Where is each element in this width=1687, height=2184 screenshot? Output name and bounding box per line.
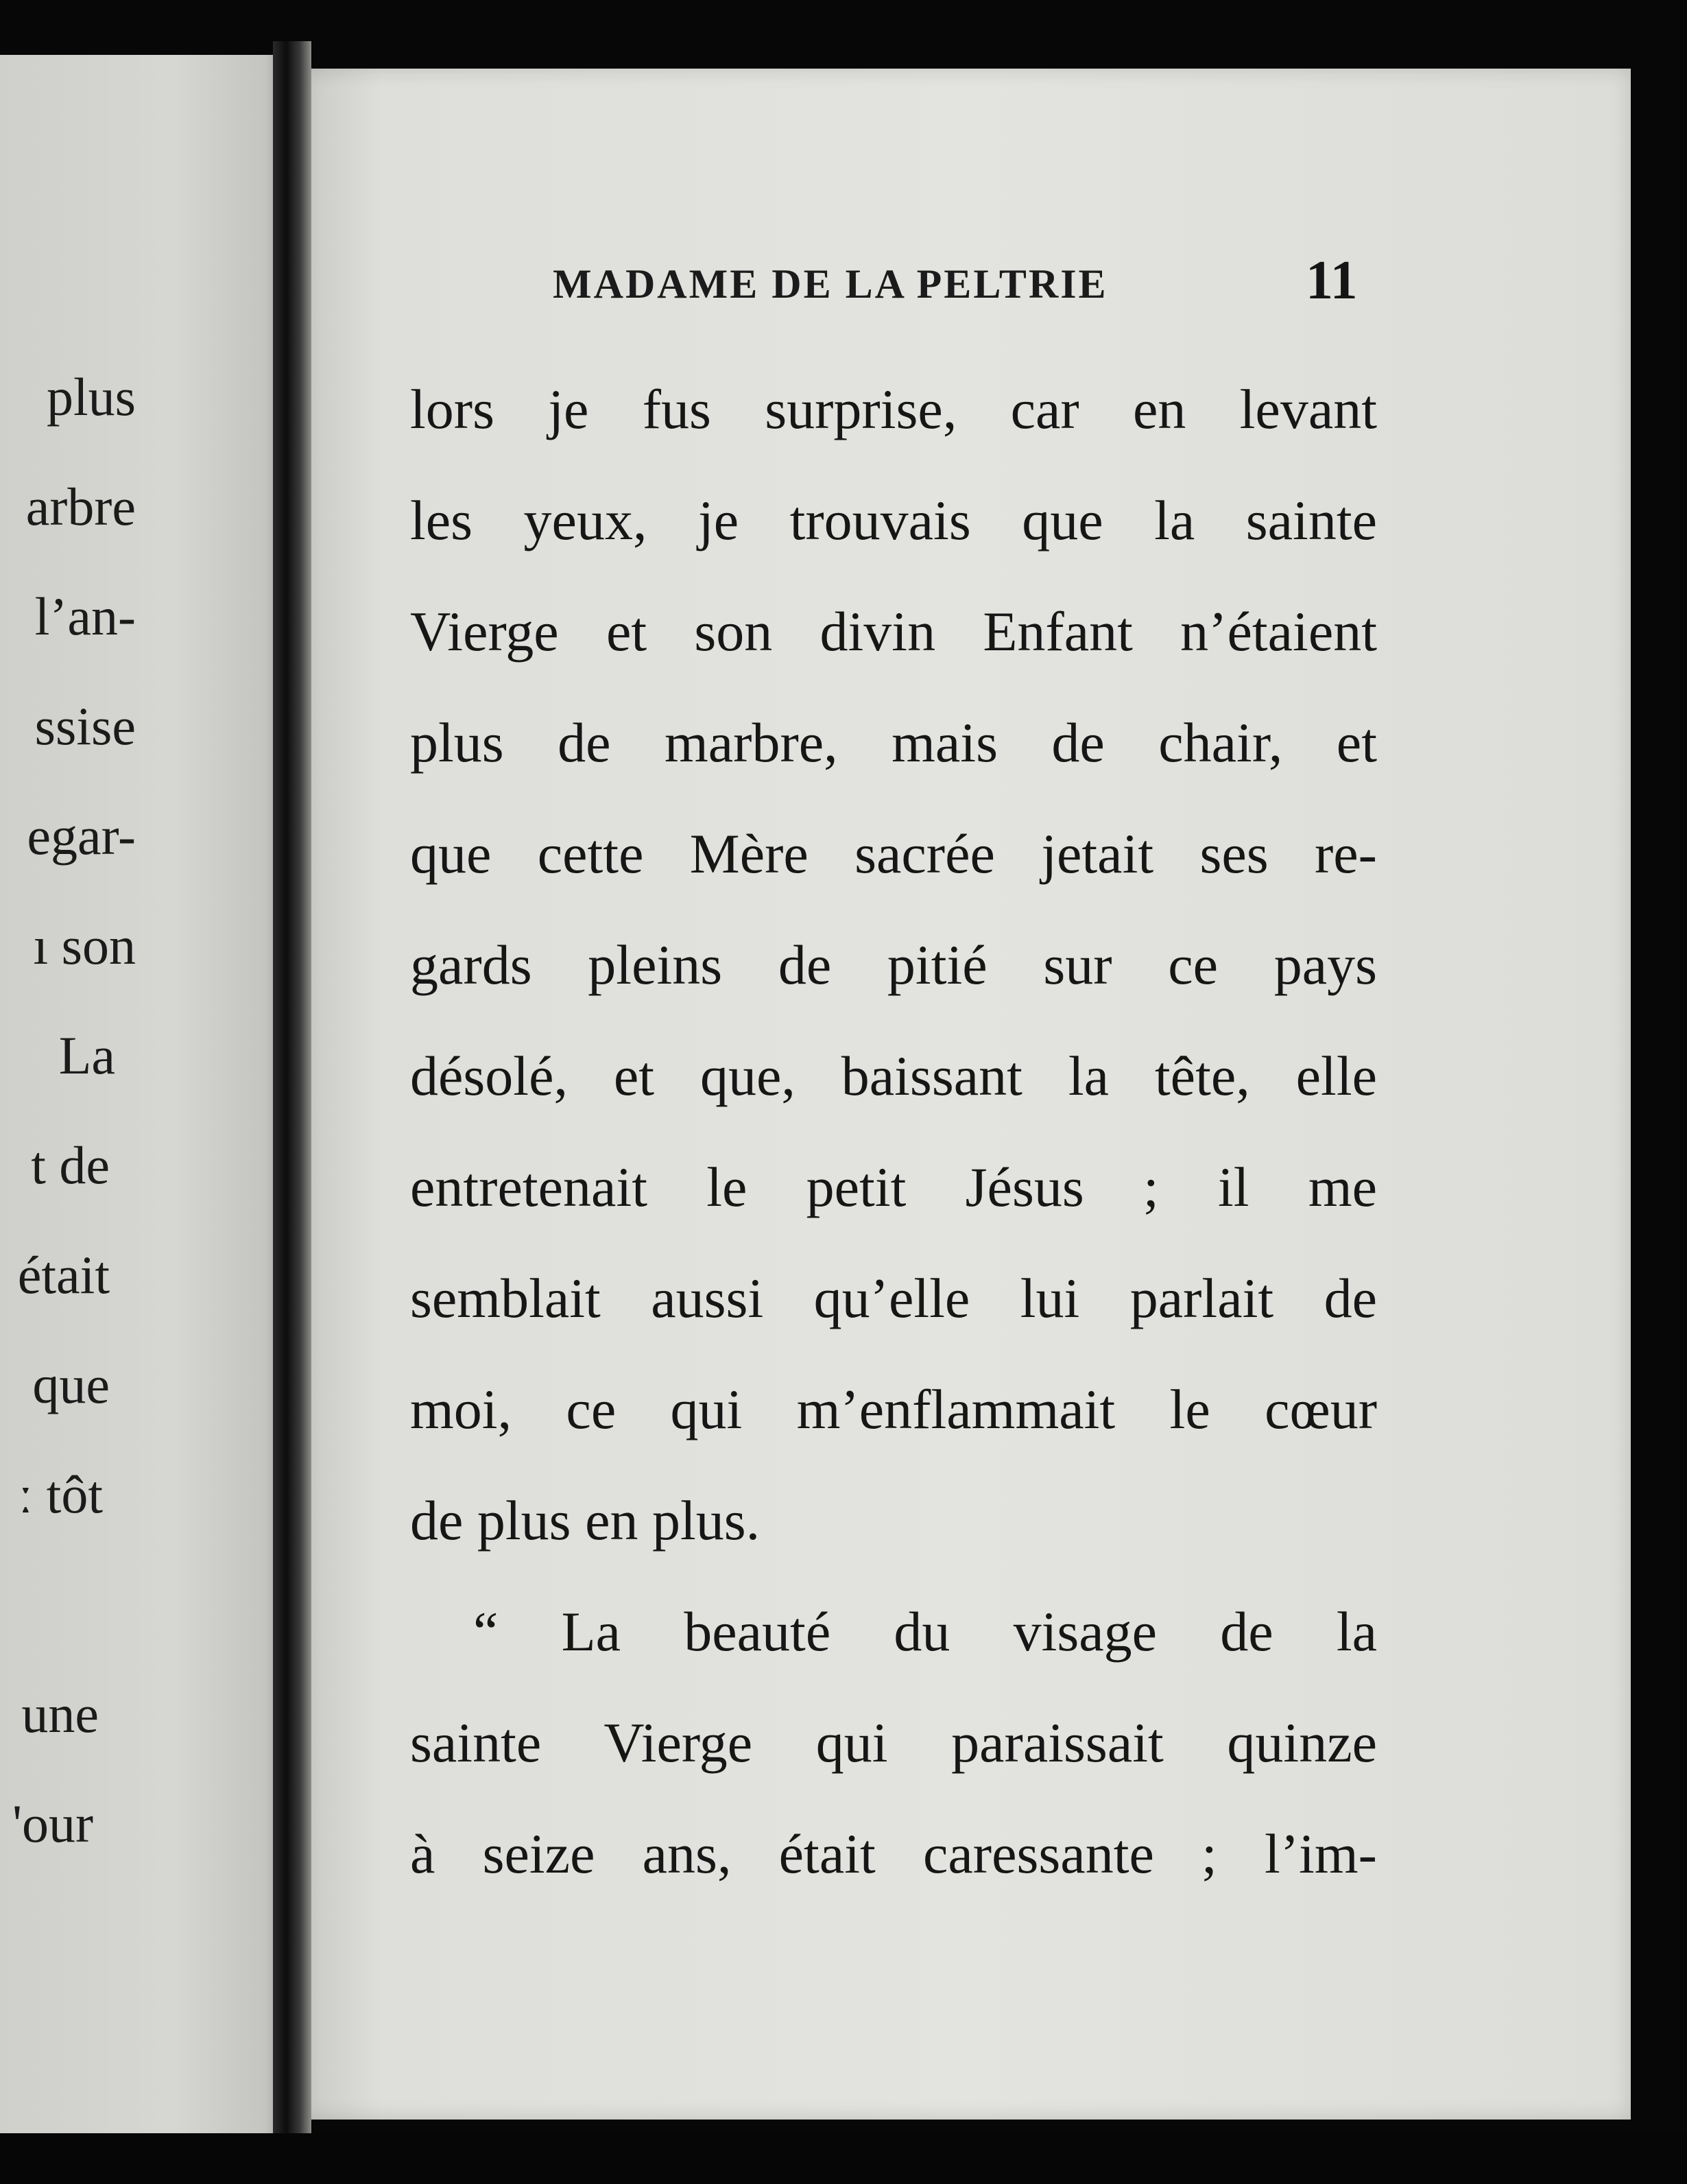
body-line: que cette Mère sacrée jetait ses re- (410, 822, 1377, 885)
body-line: désolé, et que, baissant la tête, elle (410, 1045, 1377, 1107)
left-page-line: ː tôt (18, 1464, 103, 1524)
body-line: semblait aussi qu’elle lui parlait de (410, 1267, 1377, 1329)
body-line: Vierge et son divin Enfant n’étaient (410, 600, 1377, 663)
body-line: plus de marbre, mais de chair, et (410, 711, 1377, 774)
body-line: “ La beauté du visage de la (473, 1600, 1377, 1663)
left-page-line: ssise (34, 696, 136, 756)
left-page-line: plus (46, 367, 136, 427)
page-number: 11 (1306, 250, 1358, 311)
left-page-line: arbre (25, 477, 136, 536)
book-gutter (273, 41, 311, 2140)
left-page-line: une (21, 1684, 99, 1744)
left-page-line: ı son (33, 916, 136, 975)
left-page-line: t de (31, 1135, 110, 1195)
body-line: de plus en plus. (410, 1489, 761, 1552)
running-head: MADAME DE LA PELTRIE (553, 261, 1108, 307)
body-line: sainte Vierge qui paraissait quinze (410, 1711, 1377, 1774)
left-page-line: que (32, 1355, 110, 1414)
body-line: gards pleins de pitié sur ce pays (410, 934, 1377, 996)
left-page-line: l’an- (34, 586, 136, 646)
body-line: à seize ans, était caressante ; l’im- (410, 1823, 1377, 1885)
body-line: entretenait le petit Jésus ; il me (410, 1156, 1377, 1218)
body-line: les yeux, je trouvais que la sainte (410, 489, 1377, 551)
left-page-line: La (58, 1025, 115, 1085)
left-page-line: egar- (27, 806, 136, 866)
left-page-line: était (17, 1245, 110, 1305)
body-line: lors je fus surprise, car en levant (410, 378, 1377, 440)
scan-border (0, 2133, 1687, 2184)
body-line: moi, ce qui m’enflammait le cœur (410, 1378, 1377, 1440)
left-page-line: 'our (12, 1794, 93, 1853)
